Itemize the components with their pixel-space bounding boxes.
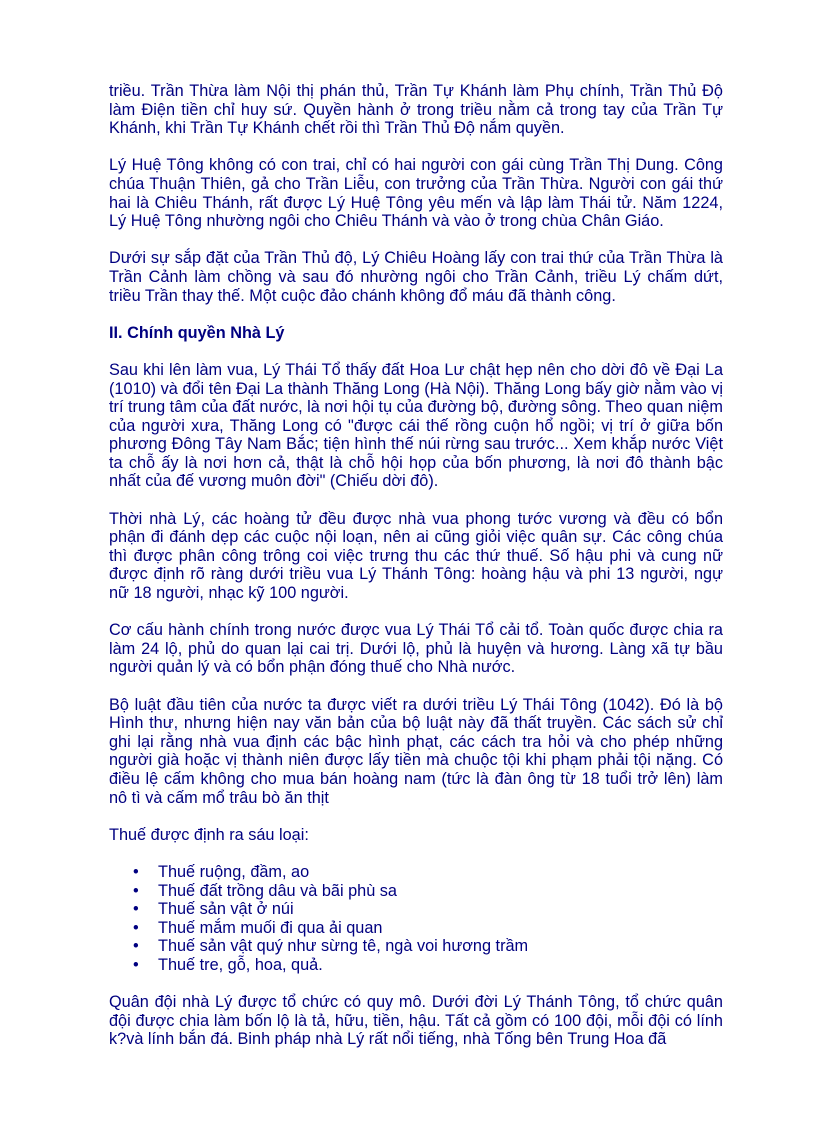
- list-intro: Thuế được định ra sáu loại:: [109, 825, 309, 844]
- paragraph: Bộ luật đầu tiên của nước ta được viết ra dưới triều Lý Thái Tông (1042). Đó là bộ Hình thư, nhưng hiện nay văn bản của bộ luật này đã thất truyền. Các sách sử chỉ ghi lại rằng nhà vua định các bậc hình phạt, các cách tra hỏi và cho phép những người già hoặc vị thành niên được lấy tiền mà chuộc tội khi phạm phải tội nặng. Có điều lệ cấm không cho mua bán hoàng nam (tức là đàn ông từ 18 tuổi trở lên) làm nô tì và cấm mổ trâu bò ăn thịt: [109, 695, 723, 807]
- list-item: • Thuế đất trồng dâu và bãi phù sa: [133, 881, 397, 900]
- paragraph: Cơ cấu hành chính trong nước được vua Lý Thái Tổ cải tổ. Toàn quốc được chia ra làm 24 lộ, phủ do quan lại cai trị. Dưới lộ, phủ là huyện và hương. Làng xã tự bầu người quản lý và có bổn phận đóng thuế cho Nhà nước.: [109, 621, 723, 677]
- list-item: • Thuế tre, gỗ, hoa, quả.: [133, 955, 323, 974]
- document-page: [109, 82, 723, 1049]
- paragraph: Sau khi lên làm vua, Lý Thái Tổ thấy đất Hoa Lư chật hẹp nên cho dời đô về Đại La (1010) và đổi tên Đại La thành Thăng Long (Hà Nội). Thăng Long bấy giờ nằm vào vị trí trung tâm của đất nước, là nơi hội tụ của đường bộ, đường sông. Theo quan niệm của người xưa, Thăng Long có "được cái thế rồng cuộn hổ ngồi; vị trí ở giữa bốn phương Đông Tây Nam Bắc; tiện hình thế núi rừng sau trước... Xem khắp nước Việt ta chỗ ấy là nơi hơn cả, thật là chỗ hội họp của bốn phương, là nơi đô thành bậc nhất của đế vương muôn đời" (Chiếu dời đô).: [109, 360, 723, 491]
- bullet-icon: •: [133, 862, 139, 881]
- paragraph: triều. Trần Thừa làm Nội thị phán thủ, Trần Tự Khánh làm Phụ chính, Trần Thủ Độ làm Điện tiền chỉ huy sứ. Quyền hành ở trong triều nằm cả trong tay của Trần Tự Khánh, khi Trần Tự Khánh chết rồi thì Trần Thủ Độ nắm quyền.: [109, 82, 723, 138]
- bullet-icon: •: [133, 955, 139, 974]
- tax-list: [109, 863, 723, 975]
- paragraph: Dưới sự sắp đặt của Trần Thủ độ, Lý Chiêu Hoàng lấy con trai thứ của Trần Thừa là Trần Cảnh làm chồng và sau đó nhường ngôi cho Trần Cảnh, triều Lý chấm dứt, triều Trần thay thế. Một cuộc đảo chánh không đổ máu đã thành công.: [109, 249, 723, 305]
- list-item: • Thuế sản vật ở núi: [133, 900, 294, 919]
- bullet-icon: •: [133, 900, 139, 919]
- list-item: • Thuế sản vật quý như sừng tê, ngà voi hương trầm: [133, 937, 529, 956]
- section-heading: II. Chính quyền Nhà Lý: [109, 323, 285, 342]
- bullet-icon: •: [133, 937, 139, 956]
- bullet-icon: •: [133, 881, 139, 900]
- list-item: • Thuế ruộng, đầm, ao: [133, 862, 310, 881]
- paragraph: Thời nhà Lý, các hoàng tử đều được nhà vua phong tước vương và đều có bổn phận đi đánh dẹp các cuộc nội loạn, nên ai cũng giỏi việc quân sự. Các công chúa thì được phân công trông coi việc trưng thu các thứ thuế. Số hậu phi và cung nữ được định rõ ràng dưới triều vua Lý Thánh Tông: hoàng hậu và phi 13 người, ngự nữ 18 người, nhạc kỹ 100 người.: [109, 509, 723, 603]
- paragraph: Quân đội nhà Lý được tổ chức có quy mô. Dưới đời Lý Thánh Tông, tổ chức quân đội được chia làm bốn lộ là tả, hữu, tiền, hậu. Tất cả gồm có 100 đội, mỗi đội có lính k?và lính bắn đá. Binh pháp nhà Lý rất nổi tiếng, nhà Tống bên Trung Hoa đã: [109, 993, 723, 1049]
- list-item: • Thuế mắm muối đi qua ải quan: [133, 918, 383, 937]
- bullet-icon: •: [133, 918, 139, 937]
- paragraph: Lý Huệ Tông không có con trai, chỉ có hai người con gái cùng Trần Thị Dung. Công chúa Thuận Thiên, gả cho Trần Liễu, con trưởng của Trần Thừa. Người con gái thứ hai là Chiêu Thánh, rất được Lý Huệ Tông yêu mến và lập làm Thái tử. Năm 1224, Lý Huệ Tông nhường ngôi cho Chiêu Thánh và vào ở trong chùa Chân Giáo.: [109, 156, 723, 231]
